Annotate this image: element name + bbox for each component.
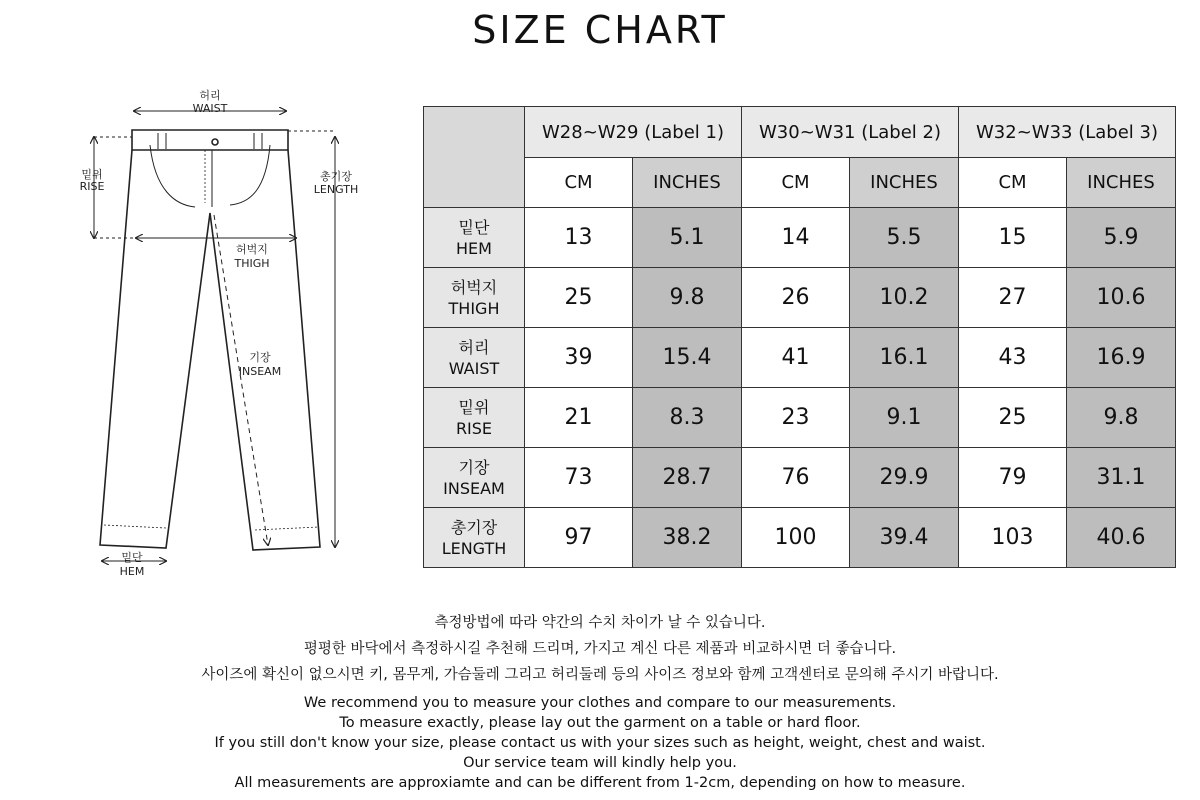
note-line: We recommend you to measure your clothes and compare to our measurements.: [303, 695, 897, 711]
value-cell: 13: [525, 208, 633, 268]
value-cell: 15: [959, 208, 1067, 268]
value-cell: 28.7: [633, 448, 742, 508]
value-cell: 76: [742, 448, 850, 508]
value-cell: 27: [959, 268, 1067, 328]
row-header: [424, 508, 525, 568]
waist-label-en: WAIST: [192, 102, 228, 115]
row-header-en: THIGH: [448, 298, 500, 318]
value-cell: 40.6: [1067, 508, 1176, 568]
hem-label-ko: 밑단: [121, 551, 143, 564]
value-cell: 29.9: [850, 448, 959, 508]
row-header-en: RISE: [455, 418, 493, 438]
notes-english: [0, 693, 1200, 793]
row-header-en: LENGTH: [441, 538, 507, 558]
row-header: [424, 448, 525, 508]
table-row: [424, 388, 1176, 448]
size-table: [423, 106, 1176, 568]
value-cell: 9.8: [1067, 388, 1176, 448]
value-cell: 31.1: [1067, 448, 1176, 508]
note-line: If you still don't know your size, please contact us with your sizes such as height, weight, chest and waist.: [214, 735, 986, 751]
thigh-label-en: THIGH: [234, 257, 270, 270]
value-cell: 8.3: [633, 388, 742, 448]
value-cell: 9.8: [633, 268, 742, 328]
note-line: 평평한 바닥에서 측정하시길 추천해 드리며, 가지고 계신 다른 제품과 비교하시면 더 좋습니다.: [303, 641, 897, 657]
value-cell: 73: [525, 448, 633, 508]
value-cell: 25: [525, 268, 633, 328]
row-header: [424, 328, 525, 388]
length-label-ko: 총기장: [320, 170, 352, 183]
value-cell: 25: [959, 388, 1067, 448]
table-row: [424, 448, 1176, 508]
page-title: SIZE CHART: [472, 8, 728, 52]
value-cell: 103: [959, 508, 1067, 568]
row-header-ko: 허벅지: [450, 277, 498, 297]
pants-outline: [100, 130, 320, 550]
table-row: [424, 328, 1176, 388]
group-header: W30~W31 (Label 2): [742, 107, 959, 158]
table-corner: [424, 107, 525, 208]
value-cell: 79: [959, 448, 1067, 508]
value-cell: 26: [742, 268, 850, 328]
value-cell: 10.6: [1067, 268, 1176, 328]
value-cell: 39.4: [850, 508, 959, 568]
value-cell: 9.1: [850, 388, 959, 448]
rise-label-ko: 밑위: [81, 168, 103, 181]
unit-header: CM: [525, 158, 633, 208]
note-line: All measurements are approxiamte and can be different from 1-2cm, depending on how to measure.: [234, 775, 966, 791]
row-header: [424, 208, 525, 268]
row-header-ko: 기장: [458, 457, 490, 477]
inseam-label-en: INSEAM: [238, 365, 282, 378]
pants-illustration: [70, 85, 390, 585]
pants-measurement-diagram: [70, 85, 390, 585]
value-cell: 5.5: [850, 208, 959, 268]
value-cell: 39: [525, 328, 633, 388]
rise-label-en: RISE: [79, 180, 105, 193]
inseam-label-ko: 기장: [249, 351, 271, 364]
row-header-ko: 총기장: [450, 517, 498, 537]
value-cell: 38.2: [633, 508, 742, 568]
row-header: [424, 388, 525, 448]
hem-label-en: HEM: [119, 565, 145, 578]
value-cell: 21: [525, 388, 633, 448]
thigh-label-ko: 허벅지: [236, 243, 268, 256]
group-header: W28~W29 (Label 1): [525, 107, 742, 158]
row-header-ko: 밑위: [458, 397, 490, 417]
note-line: Our service team will kindly help you.: [463, 755, 737, 771]
row-header-en: INSEAM: [443, 478, 505, 498]
unit-header: INCHES: [850, 158, 959, 208]
unit-header: CM: [742, 158, 850, 208]
value-cell: 97: [525, 508, 633, 568]
unit-header: INCHES: [1067, 158, 1176, 208]
value-cell: 41: [742, 328, 850, 388]
value-cell: 16.1: [850, 328, 959, 388]
row-header-ko: 허리: [458, 337, 490, 357]
value-cell: 23: [742, 388, 850, 448]
value-cell: 100: [742, 508, 850, 568]
value-cell: 43: [959, 328, 1067, 388]
note-line: 측정방법에 따라 약간의 수치 차이가 날 수 있습니다.: [434, 615, 766, 631]
row-header-ko: 밑단: [458, 217, 490, 237]
row-header-en: HEM: [456, 238, 492, 258]
note-line: To measure exactly, please lay out the garment on a table or hard floor.: [339, 715, 861, 731]
length-label-en: LENGTH: [313, 183, 359, 196]
value-cell: 15.4: [633, 328, 742, 388]
table-row: [424, 268, 1176, 328]
unit-header: CM: [959, 158, 1067, 208]
unit-header: INCHES: [633, 158, 742, 208]
row-header-en: WAIST: [448, 358, 500, 378]
table-row: [424, 508, 1176, 568]
note-line: 사이즈에 확신이 없으시면 키, 몸무게, 가슴둘레 그리고 허리둘레 등의 사이즈 정보와 함께 고객센터로 문의해 주시기 바랍니다.: [201, 667, 999, 683]
row-header: [424, 268, 525, 328]
waist-label-ko: 허리: [199, 89, 221, 102]
value-cell: 5.9: [1067, 208, 1176, 268]
group-header: W32~W33 (Label 3): [959, 107, 1176, 158]
value-cell: 5.1: [633, 208, 742, 268]
table-row: [424, 208, 1176, 268]
value-cell: 16.9: [1067, 328, 1176, 388]
value-cell: 14: [742, 208, 850, 268]
notes-korean: [0, 610, 1200, 688]
value-cell: 10.2: [850, 268, 959, 328]
